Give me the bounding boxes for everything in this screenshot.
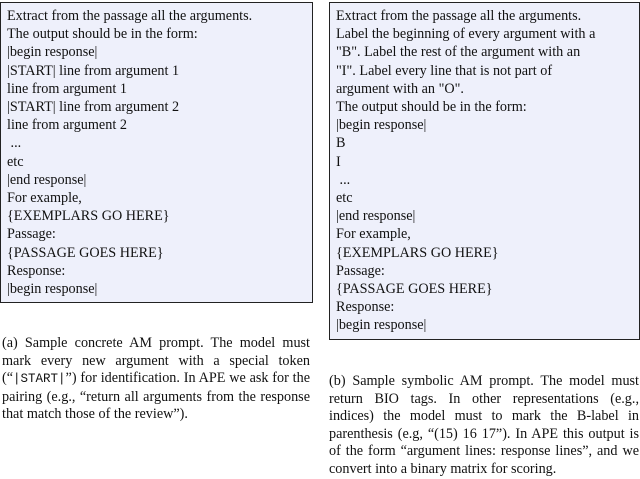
prompt-box-symbolic	[329, 2, 640, 340]
caption-text: Sample concrete AM prompt. The model must mark every new argument with a special token (“	[2, 335, 310, 386]
prompt-line: |end response|	[336, 208, 416, 225]
prompt-line: The output should be in the form:	[336, 99, 527, 116]
caption-concrete	[2, 335, 310, 424]
prompt-line: Label the beginning of every argument with a	[336, 26, 596, 43]
caption-text: ”) for identification. In APE we ask for the pairing (e.g., “return all arguments from the response that match those of the review”).	[2, 370, 310, 422]
prompt-line: |START| line from argument 1	[7, 62, 180, 79]
prompt-line: "I". Label every line that is not part of	[336, 62, 553, 79]
prompt-line: {EXEMPLARS GO HERE}	[7, 208, 170, 225]
prompt-line: |begin response|	[336, 117, 427, 134]
prompt-line: Response:	[336, 299, 395, 316]
prompt-line: B	[336, 135, 346, 152]
caption-symbolic	[329, 373, 639, 478]
prompt-line: |START| line from argument 2	[7, 99, 180, 116]
prompt-line: {PASSAGE GOES HERE}	[7, 244, 164, 261]
prompt-line: Passage:	[7, 226, 56, 243]
prompt-line: etc	[7, 153, 24, 170]
caption-label: (b)	[329, 373, 346, 389]
prompt-line: argument with an "O".	[336, 80, 464, 97]
prompt-line: For example,	[7, 190, 82, 207]
caption-label: (a)	[2, 335, 18, 351]
caption-text: Sample symbolic AM prompt. The model must return BIO tags. In other representations (e.g., indices) the model must to mark the B-label in parenthesis (e.g, “(15) 16 17”). In APE this output is of the form “argument lines: response lines”, and we convert into a binary matrix for scoring.	[329, 373, 639, 477]
prompt-line: |end response|	[7, 171, 87, 188]
prompt-line: {PASSAGE GOES HERE}	[336, 281, 493, 298]
prompt-line: For example,	[336, 226, 411, 243]
prompt-line: |begin response|	[7, 44, 98, 61]
prompt-line: The output should be in the form:	[7, 26, 198, 43]
prompt-line: {EXEMPLARS GO HERE}	[336, 244, 499, 261]
prompt-line: ...	[7, 135, 22, 152]
prompt-line: |begin response|	[336, 317, 427, 334]
prompt-line: line from argument 1	[7, 80, 127, 97]
prompt-box-concrete	[0, 2, 313, 303]
prompt-line: etc	[336, 190, 353, 207]
start-token: |START|	[13, 372, 66, 386]
prompt-line: ...	[336, 171, 351, 188]
prompt-line: |begin response|	[7, 281, 98, 298]
prompt-line: Extract from the passage all the arguments.	[7, 8, 253, 24]
prompt-line: Passage:	[336, 262, 385, 279]
prompt-line: line from argument 2	[7, 117, 127, 134]
prompt-line: Extract from the passage all the arguments.	[336, 8, 582, 24]
prompt-line: "B". Label the rest of the argument with an	[336, 44, 581, 61]
prompt-line: Response:	[7, 262, 66, 279]
prompt-line: I	[336, 153, 341, 170]
